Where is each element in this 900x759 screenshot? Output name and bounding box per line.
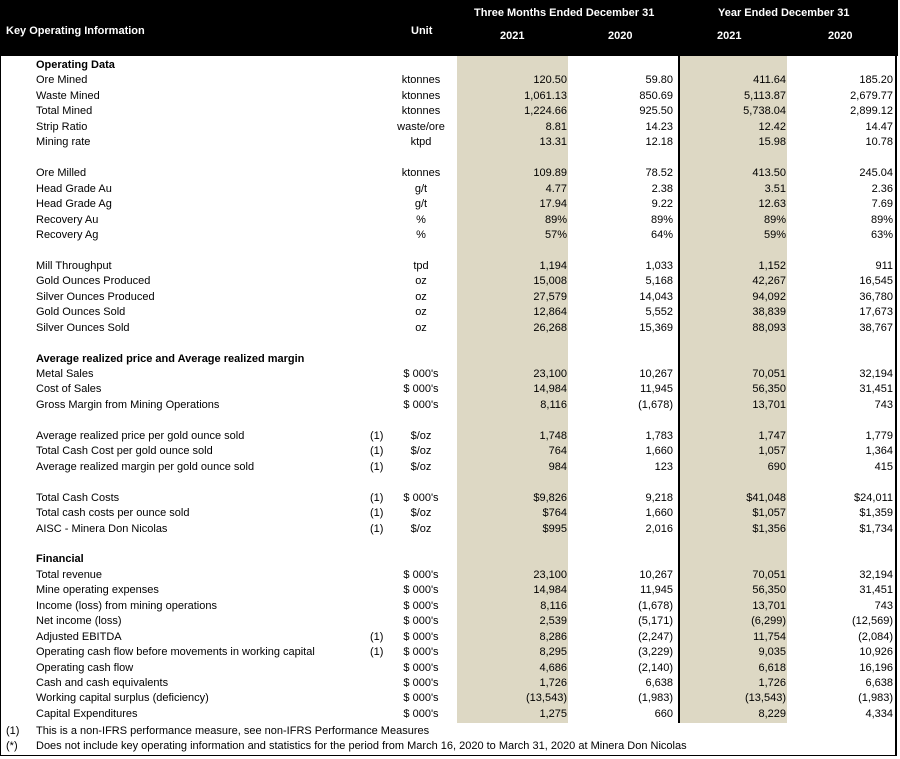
value-q-2021: 13.31 (539, 136, 567, 149)
value-y-2021: 56,350 (752, 584, 786, 597)
unit-cell: $ 000's (403, 646, 439, 659)
section-heading-row (0, 552, 898, 567)
value-q-2021: 984 (548, 460, 567, 473)
value-y-2021: 42,267 (752, 275, 786, 288)
table-row (0, 135, 898, 150)
unit-cell: $/oz (410, 507, 432, 520)
table-row (0, 166, 898, 181)
value-q-2020: 12.18 (645, 136, 673, 149)
value-y-2021: 70,051 (752, 368, 786, 380)
value-q-2020: (1,678) (638, 599, 673, 612)
note-ref: (1) (370, 445, 384, 458)
row-label: Average realized price per gold ounce sold (36, 429, 245, 442)
value-q-2020: 11,945 (640, 383, 673, 396)
value-q-2020: 1,660 (645, 507, 673, 520)
value-q-2021: 8,116 (540, 599, 567, 612)
value-q-2021: 8,295 (539, 646, 567, 659)
row-label: Mine operating expenses (36, 584, 159, 597)
section-heading: Average realized price and Average realized margin (36, 352, 305, 365)
value-q-2021: 17.94 (539, 198, 567, 211)
section-heading: Operating Data (36, 59, 115, 71)
row-label: Total cash costs per ounce sold (36, 507, 190, 520)
value-q-2020: (1,983) (638, 692, 673, 705)
value-y-2020: 36,780 (859, 290, 893, 303)
value-y-2020: 32,194 (859, 568, 893, 581)
value-y-2020: 1,779 (865, 429, 893, 442)
value-y-2020: 38,767 (859, 321, 893, 334)
value-q-2020: 1,033 (645, 259, 673, 272)
spacer-row (0, 243, 898, 258)
value-y-2021: 1,152 (758, 259, 786, 272)
note-ref: (1) (370, 646, 384, 659)
unit-cell: $ 000's (403, 383, 439, 396)
value-y-2021: (6,299) (751, 615, 786, 628)
table-row (0, 213, 898, 228)
value-q-2021: $995 (542, 522, 567, 535)
table-row (0, 274, 898, 289)
value-y-2020: $24,011 (854, 491, 893, 504)
unit-cell: $/oz (410, 445, 432, 458)
row-label: Recovery Ag (36, 228, 99, 241)
table-row (0, 614, 898, 629)
row-label: Cash and cash equivalents (36, 677, 169, 689)
value-y-2021: 690 (767, 460, 786, 473)
value-y-2020: (2,084) (858, 630, 893, 643)
row-label: AISC - Minera Don Nicolas (36, 522, 168, 535)
value-q-2020: 64% (650, 228, 673, 241)
value-q-2020: (2,247) (638, 630, 673, 643)
value-q-2020: 10,267 (639, 568, 673, 581)
value-y-2021: 94,092 (752, 290, 786, 303)
table-row (0, 382, 898, 397)
value-y-2021: 1,747 (758, 429, 786, 442)
value-y-2020: 31,451 (859, 584, 893, 597)
unit-cell: g/t (414, 182, 428, 195)
value-y-2020: 2.36 (871, 182, 893, 195)
value-y-2020: 31,451 (859, 383, 893, 396)
value-y-2020: $1,734 (859, 522, 893, 535)
table-row (0, 707, 898, 722)
unit-cell: ktonnes (401, 89, 441, 102)
unit-cell: $ 000's (403, 630, 439, 643)
table-row (0, 290, 898, 305)
unit-cell: % (416, 228, 426, 241)
value-y-2021: $41,048 (746, 491, 786, 504)
unit-cell: $ 000's (403, 707, 439, 720)
unit-cell: $ 000's (403, 661, 439, 674)
note-ref: (1) (370, 507, 384, 520)
unit-cell: $ 000's (403, 491, 439, 504)
footnote-mark: (*) (6, 740, 18, 752)
unit-cell: ktonnes (401, 74, 441, 87)
unit-cell: oz (415, 321, 427, 334)
value-q-2020: 9,218 (645, 491, 673, 504)
value-q-2021: 14,984 (533, 383, 567, 396)
table-row (0, 259, 898, 274)
unit-cell: % (416, 213, 426, 226)
unit-cell: oz (415, 290, 427, 303)
table-row (0, 398, 898, 413)
value-y-2021: 9,035 (758, 646, 786, 659)
value-y-2021: 38,839 (752, 306, 786, 319)
value-y-2021: 13,701 (752, 398, 786, 411)
unit-cell: ktonnes (401, 167, 441, 180)
row-label: Silver Ounces Produced (36, 290, 155, 303)
table-row (0, 197, 898, 212)
table-row (0, 506, 898, 521)
table-row (0, 73, 898, 88)
year-header-q-2021: 2021 (500, 30, 525, 42)
value-q-2021: 1,061.13 (524, 89, 567, 102)
value-q-2021: $9,826 (533, 491, 567, 504)
row-label: Gold Ounces Produced (36, 275, 151, 288)
unit-cell: ktpd (410, 136, 432, 149)
value-q-2021: 1,224.66 (524, 105, 567, 118)
value-q-2020: 660 (654, 707, 673, 720)
unit-cell: $/oz (410, 429, 432, 442)
unit-cell: $ 000's (403, 692, 439, 705)
value-y-2021: 11,754 (753, 630, 786, 643)
row-label: Total Cash Cost per gold ounce sold (36, 445, 213, 458)
spacer-row (0, 475, 898, 490)
table-row (0, 89, 898, 104)
value-y-2020: 743 (874, 599, 893, 612)
row-label: Cost of Sales (36, 383, 102, 396)
table-row (0, 305, 898, 320)
value-q-2021: 120.50 (533, 74, 567, 87)
spacer-row (0, 336, 898, 351)
row-label: Adjusted EBITDA (36, 630, 122, 643)
row-label: Operating cash flow (36, 661, 134, 674)
table-row (0, 460, 898, 475)
table-row (0, 568, 898, 583)
value-y-2021: 12.63 (758, 198, 786, 211)
value-q-2020: 10,267 (639, 368, 673, 380)
row-label: Metal Sales (36, 368, 94, 380)
value-y-2020: 10.78 (865, 136, 893, 149)
value-y-2021: 6,618 (758, 661, 786, 674)
unit-cell: $/oz (410, 460, 432, 473)
table-row (0, 104, 898, 119)
value-q-2020: 89% (650, 213, 673, 226)
row-label: Waste Mined (36, 89, 100, 102)
unit-cell: waste/ore (397, 120, 445, 133)
value-y-2021: $1,356 (752, 522, 786, 535)
value-q-2020: (2,140) (638, 661, 673, 674)
value-y-2021: 88,093 (752, 321, 786, 334)
value-q-2021: 15,008 (533, 275, 567, 288)
footnote-mark: (1) (6, 725, 20, 737)
table-row (0, 676, 898, 691)
unit-cell: $ 000's (403, 368, 439, 380)
note-ref: (1) (370, 522, 384, 535)
section-heading-row (0, 352, 898, 367)
year-header-y-2020: 2020 (828, 30, 853, 42)
value-y-2020: 17,673 (859, 306, 893, 319)
value-y-2021: 1,057 (758, 445, 786, 458)
value-q-2021: 8,286 (539, 630, 567, 643)
row-label: Recovery Au (36, 213, 99, 226)
value-q-2020: 6,638 (645, 677, 673, 689)
footnote-text: This is a non-IFRS performance measure, see non-IFRS Performance Measures (36, 725, 430, 737)
value-q-2020: 9.22 (651, 198, 673, 211)
note-ref: (1) (370, 429, 384, 442)
value-y-2021: 5,113.87 (743, 89, 786, 102)
table-row (0, 182, 898, 197)
value-y-2020: 7.69 (871, 198, 893, 211)
value-y-2020: (12,569) (852, 615, 893, 628)
table-row (0, 367, 898, 382)
value-y-2020: 2,899.12 (850, 105, 893, 118)
unit-cell: $ 000's (403, 615, 439, 628)
value-q-2020: 5,168 (645, 275, 673, 288)
table-title: Key Operating Information (6, 25, 145, 37)
value-q-2020: 78.52 (645, 167, 673, 180)
value-q-2021: 8,116 (540, 398, 567, 411)
note-ref: (1) (370, 630, 384, 643)
value-q-2020: 11,945 (640, 584, 673, 597)
value-q-2020: 925.50 (639, 105, 673, 118)
value-q-2021: 1,275 (539, 707, 567, 720)
value-q-2021: 23,100 (533, 368, 567, 380)
value-y-2020: 911 (875, 259, 893, 272)
three-months-header: Three Months Ended December 31 (474, 7, 655, 19)
value-y-2021: 56,350 (752, 383, 786, 396)
spacer-row (0, 537, 898, 552)
value-q-2021: 1,748 (539, 429, 567, 442)
value-y-2020: 1,364 (865, 445, 893, 458)
value-q-2021: 1,194 (539, 259, 567, 272)
year-header-y-2021: 2021 (717, 30, 742, 42)
table-row (0, 321, 898, 336)
value-y-2020: 4,334 (865, 707, 893, 720)
value-y-2020: 14.47 (865, 120, 893, 133)
value-y-2021: 1,726 (758, 677, 786, 689)
row-label: Head Grade Ag (36, 198, 112, 211)
value-y-2021: $1,057 (752, 507, 786, 520)
table-row (0, 599, 898, 614)
section-heading: Financial (36, 553, 84, 566)
value-y-2021: 5,738.04 (743, 105, 786, 118)
year-ended-header: Year Ended December 31 (718, 7, 850, 19)
value-q-2021: 4.77 (545, 182, 567, 195)
spacer-row (0, 151, 898, 166)
value-y-2021: 13,701 (752, 599, 786, 612)
unit-cell: tpd (413, 259, 429, 272)
table-row (0, 522, 898, 537)
note-ref: (1) (370, 460, 384, 473)
row-label: Capital Expenditures (36, 707, 138, 720)
value-y-2020: 6,638 (865, 677, 893, 689)
value-y-2021: 413.50 (752, 167, 786, 180)
value-y-2020: 63% (870, 228, 893, 241)
unit-cell: oz (415, 306, 427, 319)
value-q-2021: 1,726 (539, 677, 567, 689)
value-y-2021: 411.64 (753, 74, 786, 87)
value-q-2021: 27,579 (533, 290, 567, 303)
value-y-2021: 3.51 (764, 182, 786, 195)
section-heading-row (0, 58, 898, 73)
table-row (0, 429, 898, 444)
value-y-2021: (13,543) (745, 692, 786, 705)
value-y-2020: 10,926 (859, 646, 893, 659)
value-y-2020: 743 (874, 398, 893, 411)
unit-cell: $ 000's (403, 584, 439, 597)
row-label: Total Mined (36, 105, 93, 118)
value-q-2020: 2,016 (645, 522, 673, 535)
row-label: Head Grade Au (36, 182, 112, 195)
value-y-2020: $1,359 (859, 507, 893, 520)
value-q-2021: 26,268 (533, 321, 567, 334)
row-label: Mill Throughput (36, 259, 112, 272)
value-q-2021: 14,984 (533, 584, 567, 597)
unit-cell: $ 000's (403, 599, 439, 612)
value-y-2021: 59% (763, 228, 786, 241)
value-q-2020: 850.69 (639, 89, 673, 102)
value-y-2020: 245.04 (859, 167, 893, 180)
value-q-2020: (5,171) (638, 615, 673, 628)
table-row (0, 661, 898, 676)
year-header-q-2020: 2020 (608, 30, 633, 42)
value-q-2020: 2.38 (651, 182, 673, 195)
unit-cell: oz (415, 275, 427, 288)
value-q-2021: 4,686 (539, 661, 567, 674)
row-label: Working capital surplus (deficiency) (36, 692, 209, 705)
row-label: Strip Ratio (36, 120, 88, 133)
value-y-2020: 2,679.77 (850, 89, 893, 102)
value-y-2020: 89% (870, 213, 893, 226)
value-q-2020: 15,369 (639, 321, 673, 334)
value-q-2021: 23,100 (533, 568, 567, 581)
table-row (0, 645, 898, 660)
table-row (0, 120, 898, 135)
unit-cell: $ 000's (403, 677, 439, 689)
value-q-2021: 764 (548, 445, 567, 458)
unit-cell: g/t (414, 198, 428, 211)
value-q-2020: 59.80 (645, 74, 673, 87)
value-y-2020: 415 (874, 460, 893, 473)
value-y-2020: 185.20 (859, 74, 893, 87)
value-q-2020: 14.23 (645, 120, 673, 133)
value-q-2021: 8.81 (545, 120, 567, 133)
unit-cell: $ 000's (403, 398, 439, 411)
row-label: Mining rate (36, 136, 91, 149)
value-y-2020: 32,194 (859, 368, 893, 380)
value-q-2021: 57% (544, 228, 567, 241)
value-q-2021: (13,543) (526, 692, 567, 705)
value-q-2021: $764 (542, 507, 567, 520)
value-q-2020: 123 (654, 460, 673, 473)
unit-header: Unit (411, 25, 433, 37)
row-label: Silver Ounces Sold (36, 321, 130, 334)
value-q-2020: 1,783 (645, 429, 673, 442)
table-row (0, 444, 898, 459)
value-q-2021: 12,864 (533, 306, 567, 319)
spacer-row (0, 413, 898, 428)
row-label: Net income (loss) (36, 615, 122, 628)
row-label: Ore Mined (36, 74, 88, 87)
value-q-2021: 109.89 (533, 167, 567, 180)
value-y-2021: 8,229 (758, 707, 786, 720)
row-label: Total Cash Costs (36, 491, 120, 504)
row-label: Ore Milled (36, 167, 87, 180)
value-y-2020: 16,545 (859, 275, 893, 288)
value-y-2021: 12.42 (758, 120, 786, 133)
value-y-2021: 89% (763, 213, 786, 226)
row-label: Total revenue (36, 568, 103, 581)
unit-cell: ktonnes (401, 105, 441, 118)
table-row (0, 691, 898, 706)
value-q-2020: (1,678) (638, 398, 673, 411)
value-y-2021: 15.98 (758, 136, 786, 149)
value-q-2020: 1,660 (645, 445, 673, 458)
table-header (0, 0, 898, 56)
value-q-2021: 89% (544, 213, 567, 226)
row-label: Gold Ounces Sold (36, 306, 126, 319)
value-q-2020: 14,043 (639, 290, 673, 303)
table-row (0, 583, 898, 598)
row-label: Operating cash flow before movements in working capital (36, 646, 315, 659)
table-row (0, 228, 898, 243)
row-label: Gross Margin from Mining Operations (36, 398, 220, 411)
value-y-2020: 16,196 (859, 661, 893, 674)
note-ref: (1) (370, 491, 384, 504)
row-label: Income (loss) from mining operations (36, 599, 217, 612)
value-y-2021: 70,051 (752, 568, 786, 581)
footnote-text: Does not include key operating information and statistics for the period from March 16, 2020 to March 31, 2020 at Minera Don Nicolas (36, 740, 687, 752)
unit-cell: $ 000's (403, 568, 439, 581)
row-label: Average realized margin per gold ounce sold (36, 460, 255, 473)
unit-cell: $/oz (410, 522, 432, 535)
value-q-2020: 5,552 (645, 306, 673, 319)
value-q-2020: (3,229) (638, 646, 673, 659)
value-q-2021: 2,539 (539, 615, 567, 628)
table-row (0, 491, 898, 506)
value-y-2020: (1,983) (858, 692, 893, 705)
table-row (0, 630, 898, 645)
